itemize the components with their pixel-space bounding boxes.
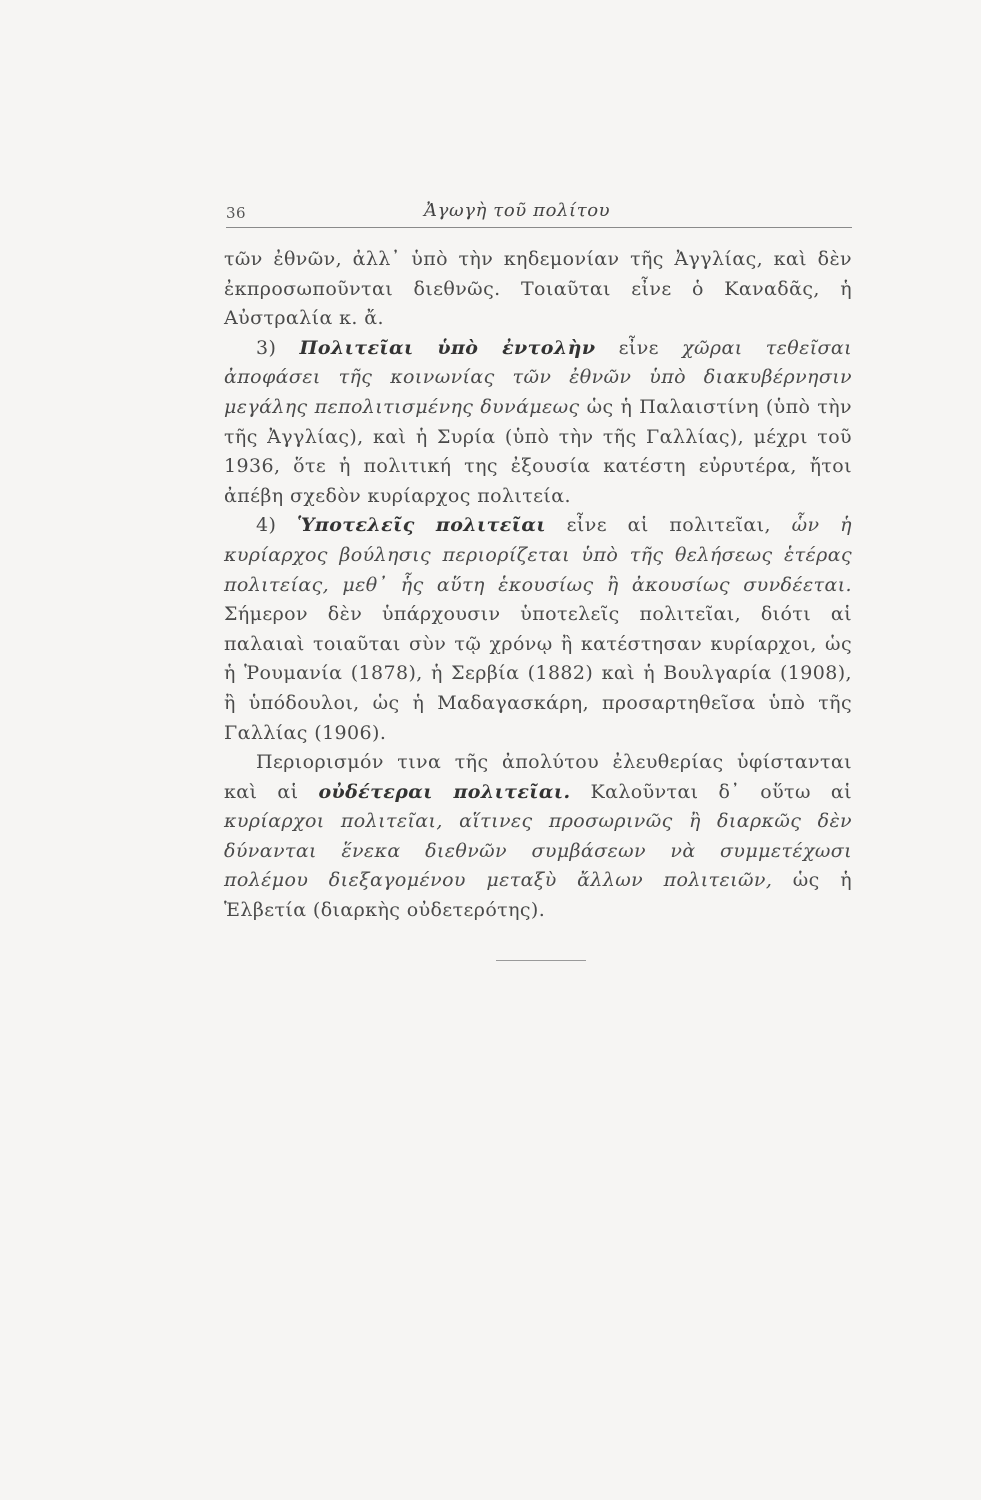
paragraph-vassal-states (224, 511, 852, 748)
paragraph-text: εἶνε αἱ πολιτεῖαι, (566, 514, 771, 537)
paragraph-text: τῶν ἐθνῶν, ἀλλ᾽ ὑπὸ τὴν κηδεμονίαν τῆς Ἀγγλίας, καὶ δὲν ἐκπροσωποῦνται διεθνῶς. Τοιαῦται εἶνε ὁ Καναδᾶς, ἡ Αὐστραλία κ. ἄ. (224, 248, 852, 330)
definition-text: ὧν ἡ κυρίαρχος βούλησις περιορίζεται ὑπὸ τῆς θελήσεως ἑτέρας πολιτείας, μεθ᾽ ἧς αὕτη ἑκουσίως ἢ ἀκουσίως συνδέεται. (224, 514, 852, 596)
definition-text: χῶραι τεθεῖσαι ἀποφάσει τῆς κοινωνίας τῶν ἐθνῶν ὑπὸ διακυβέρνησιν μεγάλης πεπολιτισμένης δυνάμεως (224, 336, 852, 418)
definition-text: κυρίαρχοι πολιτεῖαι, αἵτινες προσωρινῶς ἢ διαρκῶς δὲν δύνανται ἕνεκα διεθνῶν συμβάσεων νὰ συμμετέχωσι πολέμου διεξαγομένου μεταξὺ ἄλλων πολιτειῶν, (224, 810, 852, 892)
header-rule (226, 227, 852, 228)
defined-term: οὐδέτεραι πολιτεῖαι. (318, 780, 571, 803)
paragraph-text: Περιορισμόν τινα τῆς ἀπολύτου ἐλευθερίας ὑφίστανται καὶ αἱ (224, 751, 852, 803)
paragraph-continuation (224, 245, 852, 334)
paragraph-text: Καλοῦνται δ᾽ οὕτω αἱ (590, 780, 852, 803)
paragraph-text: ὡς ἡ Ἑλβετία (διαρκὴς οὐδετερότης). (224, 869, 852, 922)
paragraph-mandate-states (224, 334, 852, 512)
running-title: Ἀγωγὴ τοῦ πολίτου (424, 200, 611, 221)
paragraph-text: Σήμερον δὲν ὑπάρχουσιν ὑποτελεῖς πολιτεῖαι, διότι αἱ παλαιαὶ τοιαῦται σὺν τῷ χρόνῳ ἢ κατέστησαν κυρίαρχοι, ὡς ἡ Ῥουμανία (1878), ἡ Σερβία (1882) καὶ ἡ Βουλγαρία (1908), ἢ ὑπόδουλοι, ὡς ἡ Μαδαγασκάρη, προσαρτηθεῖσα ὑπὸ τῆς Γαλλίας (1906). (224, 603, 852, 744)
page-number: 36 (226, 204, 247, 222)
body-text (224, 245, 852, 926)
paragraph-text: εἶνε (618, 336, 659, 359)
defined-term: Ὑποτελεῖς πολιτεῖαι (297, 514, 546, 537)
item-number: 3) (256, 336, 277, 359)
item-number: 4) (256, 514, 277, 537)
defined-term: Πολιτεῖαι ὑπὸ ἐντολὴν (299, 336, 596, 359)
section-end-rule (496, 960, 586, 961)
running-head (226, 196, 852, 226)
paragraph-text: ὡς ἡ Παλαιστίνη (ὑπὸ τὴν τῆς Ἀγγλίας), καὶ ἡ Συρία (ὑπὸ τὴν τῆς Γαλλίας), μέχρι τοῦ 1936, ὅτε ἡ πολιτική της ἐξουσία κατέστη εὐρυτέρα, ἤτοι ἀπέβη σχεδὸν κυρίαρχος πολιτεία. (224, 395, 852, 507)
paragraph-neutral-states (224, 748, 852, 926)
